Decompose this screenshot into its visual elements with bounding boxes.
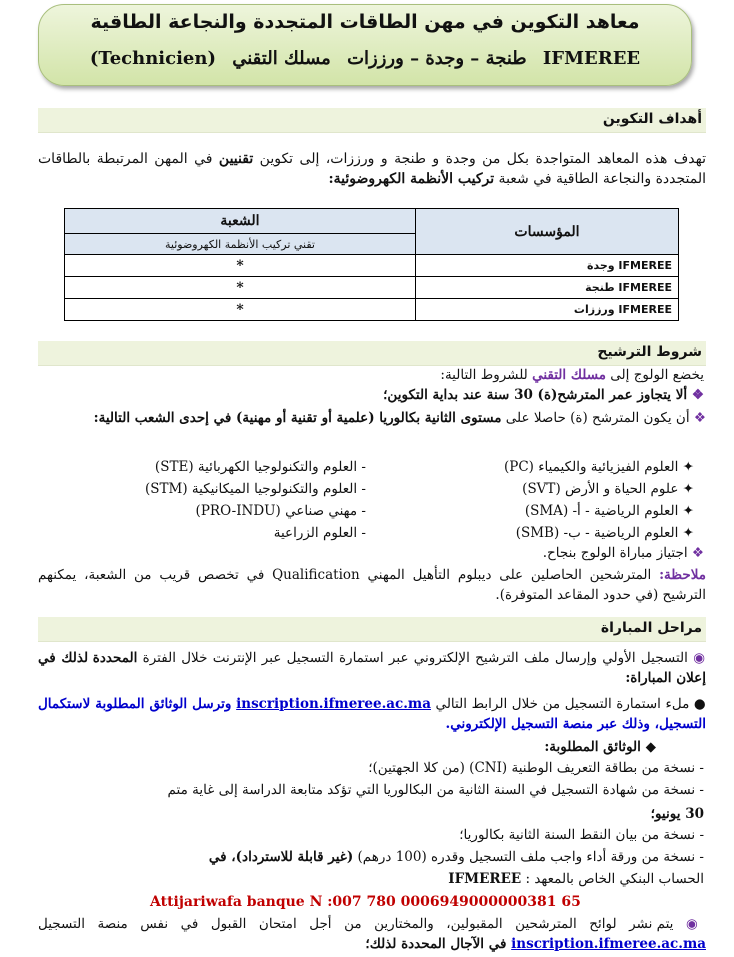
branch-item <box>434 478 694 500</box>
stage-reg-a: التسجيل الأولي وإرسال ملف الترشيح الإلكتروني عبر استمارة التسجيل عبر الإنترنت خلال الفترة <box>137 650 688 666</box>
doc-item <box>448 870 704 889</box>
branch-item: - العلوم الزراعية <box>273 525 366 541</box>
branches-right-col <box>434 456 694 544</box>
branch-text: العلوم الفيزيائية والكيمياء (PC) <box>503 459 679 475</box>
doc4-d: IFMEREE <box>448 871 522 887</box>
registration-link[interactable]: inscription.ifmeree.ac.ma <box>236 696 431 712</box>
objectives-heading: أهداف التكوين <box>602 111 702 127</box>
header-cities: طنجة – وجدة – ورززات <box>347 48 527 69</box>
intro-c: للشروط التالية: <box>440 367 533 383</box>
col-establishments: المؤسسات <box>416 209 679 255</box>
publish-b: في الآجال المحددة لذلك؛ <box>365 936 512 952</box>
stage-publish <box>38 914 706 954</box>
table-row <box>65 299 679 321</box>
row-name: IFMEREE ورززات <box>416 299 679 321</box>
doc4-a: - نسخة من ورقة أداء واجب ملف التسجيل وقدره (100 درهم) <box>353 849 704 865</box>
star-icon: ✦ <box>678 525 694 541</box>
doc-item: - نسخة من شهادة التسجيل في السنة الثانية من البكالوريا التي تؤكد متابعة الدراسة إلى غاية متم <box>167 782 704 798</box>
header-ifm: IFMEREE <box>542 48 641 69</box>
header-banner <box>38 4 692 86</box>
table-row <box>65 277 679 299</box>
star-icon: ✦ <box>678 459 694 475</box>
bullet-icon: ● <box>693 696 707 712</box>
doc-item <box>209 848 704 867</box>
condition-exam-text: اجتياز مباراة الولوج بنجاح. <box>542 545 688 561</box>
diamond-icon: ❖ <box>693 410 706 426</box>
note <box>38 565 706 605</box>
condition-level-b: مستوى الثانية بكالوريا (علمية أو تقنية أو مهنية) في إحدى الشعب التالية: <box>93 410 502 426</box>
row-name: IFMEREE وجدة <box>416 255 679 277</box>
objectives-text-c: في المهن المرتبطة بالطاقات المتجددة والنجاعة الطاقية في شعبة <box>38 151 706 187</box>
branch-item: - مهني صناعي (PRO-INDU) <box>195 503 366 519</box>
branch-text: العلوم الرياضية - أ- (SMA) <box>524 503 679 519</box>
table-row <box>65 255 679 277</box>
stage-form-b: وترسل الوثائق المطلوبة لاستكمال التسجيل، وذلك عبر منصة التسجيل الإلكتروني. <box>38 696 706 732</box>
stage-reg-b: المحددة لذلك في إعلان المباراة: <box>38 650 706 686</box>
stage-registration <box>38 648 706 688</box>
objectives-text <box>38 149 706 189</box>
docs-heading: الوثائق المطلوبة: <box>544 739 641 755</box>
stage-form <box>38 694 706 734</box>
doc4-c: الحساب البنكي الخاص بالمعهد : <box>521 871 704 887</box>
stage-form-a: ملء استمارة التسجيل من خلال الرابط التالي <box>430 696 690 712</box>
doc-item-end: 30 يونيو؛ <box>650 806 704 822</box>
star-icon: ✦ <box>678 481 694 497</box>
branch-name: تقني تركيب الأنظمة الكهروضوئية <box>65 234 416 255</box>
row-mark: * <box>65 255 416 277</box>
condition-exam <box>543 544 704 563</box>
star-icon: ✦ <box>678 503 694 519</box>
branch-item <box>434 456 694 478</box>
header-title: معاهد التكوين في مهن الطاقات المتجددة والنجاعة الطاقية <box>90 11 640 33</box>
diamond-bullet-icon: ◆ <box>645 739 656 755</box>
objectives-text-a: تهدف هذه المعاهد المتواجدة بكل من وجدة و طنجة و ورززات، إلى تكوين <box>253 151 706 167</box>
doc-item: - نسخة من بيان النقط السنة الثانية بكالوريا؛ <box>459 827 704 843</box>
header-tech: (Technicien) <box>89 48 216 69</box>
branch-item <box>434 522 694 544</box>
note-label: ملاحظة: <box>659 567 707 583</box>
condition-age-text: ألا يتجاوز عمر المترشح(ة) 30 سنة عند بداية التكوين؛ <box>383 387 688 403</box>
objectives-heading-bar <box>38 108 706 133</box>
arrow-circle-icon: ◉ <box>693 650 706 666</box>
branch-item <box>434 500 694 522</box>
note-text: المترشحين الحاصلين على ديبلوم التأهيل المهني Qualification في تخصص قريب من الشعبة، يمكنهم الترشيح (في حدود المقاعد المتوفرة). <box>38 567 706 603</box>
header-subtitle <box>69 48 661 69</box>
arrow-circle-icon: ◉ <box>685 916 706 932</box>
doc-item: - نسخة من بطاقة التعريف الوطنية (CNI) (من كلا الجهتين)؛ <box>368 760 704 776</box>
branches-left-col <box>106 456 366 544</box>
diamond-icon: ❖ <box>691 387 704 403</box>
intro-b: مسلك التقني <box>532 367 606 383</box>
condition-level <box>40 408 706 428</box>
bank-account: Attijariwafa banque N :007 780 0006949000000381 65 <box>150 894 581 910</box>
conditions-heading: شروط الترشيح <box>597 344 702 360</box>
conditions-heading-bar <box>38 341 706 366</box>
publish-link[interactable]: inscription.ifmeree.ac.ma <box>511 936 706 952</box>
branch-item: - العلوم والتكنولوجيا الكهربائية (STE) <box>154 459 366 475</box>
branch-item: - العلوم والتكنولوجيا الميكانيكية (STM) <box>144 481 366 497</box>
docs-heading-line <box>544 738 656 757</box>
objectives-text-d: تركيب الأنظمة الكهروضوئية: <box>328 171 495 187</box>
branch-text: العلوم الرياضية - ب- (SMB) <box>515 525 679 541</box>
stages-heading-bar <box>38 617 706 642</box>
header-track: مسلك التقني <box>232 48 331 69</box>
objectives-text-b: تقنيين <box>218 151 254 167</box>
conditions-intro <box>440 366 704 385</box>
branch-text: علوم الحياة و الأرض (SVT) <box>522 481 679 497</box>
doc4-b: (غير قابلة للاسترداد)، في <box>208 849 354 865</box>
stages-heading: مراحل المباراة <box>600 620 702 636</box>
publish-a: يتم نشر لوائح المترشحين المقبولين، والمختارين من أجل امتحان القبول في نفس منصة التسجيل <box>38 916 674 932</box>
col-branch: الشعبة <box>65 209 416 234</box>
condition-level-a: أن يكون المترشح (ة) حاصلا على <box>501 410 690 426</box>
diamond-icon: ❖ <box>691 545 704 561</box>
intro-a: يخضع الولوج إلى <box>606 367 704 383</box>
condition-age <box>383 386 704 405</box>
row-mark: * <box>65 299 416 321</box>
row-mark: * <box>65 277 416 299</box>
row-name: IFMEREE طنجة <box>416 277 679 299</box>
establishments-table <box>64 208 679 321</box>
